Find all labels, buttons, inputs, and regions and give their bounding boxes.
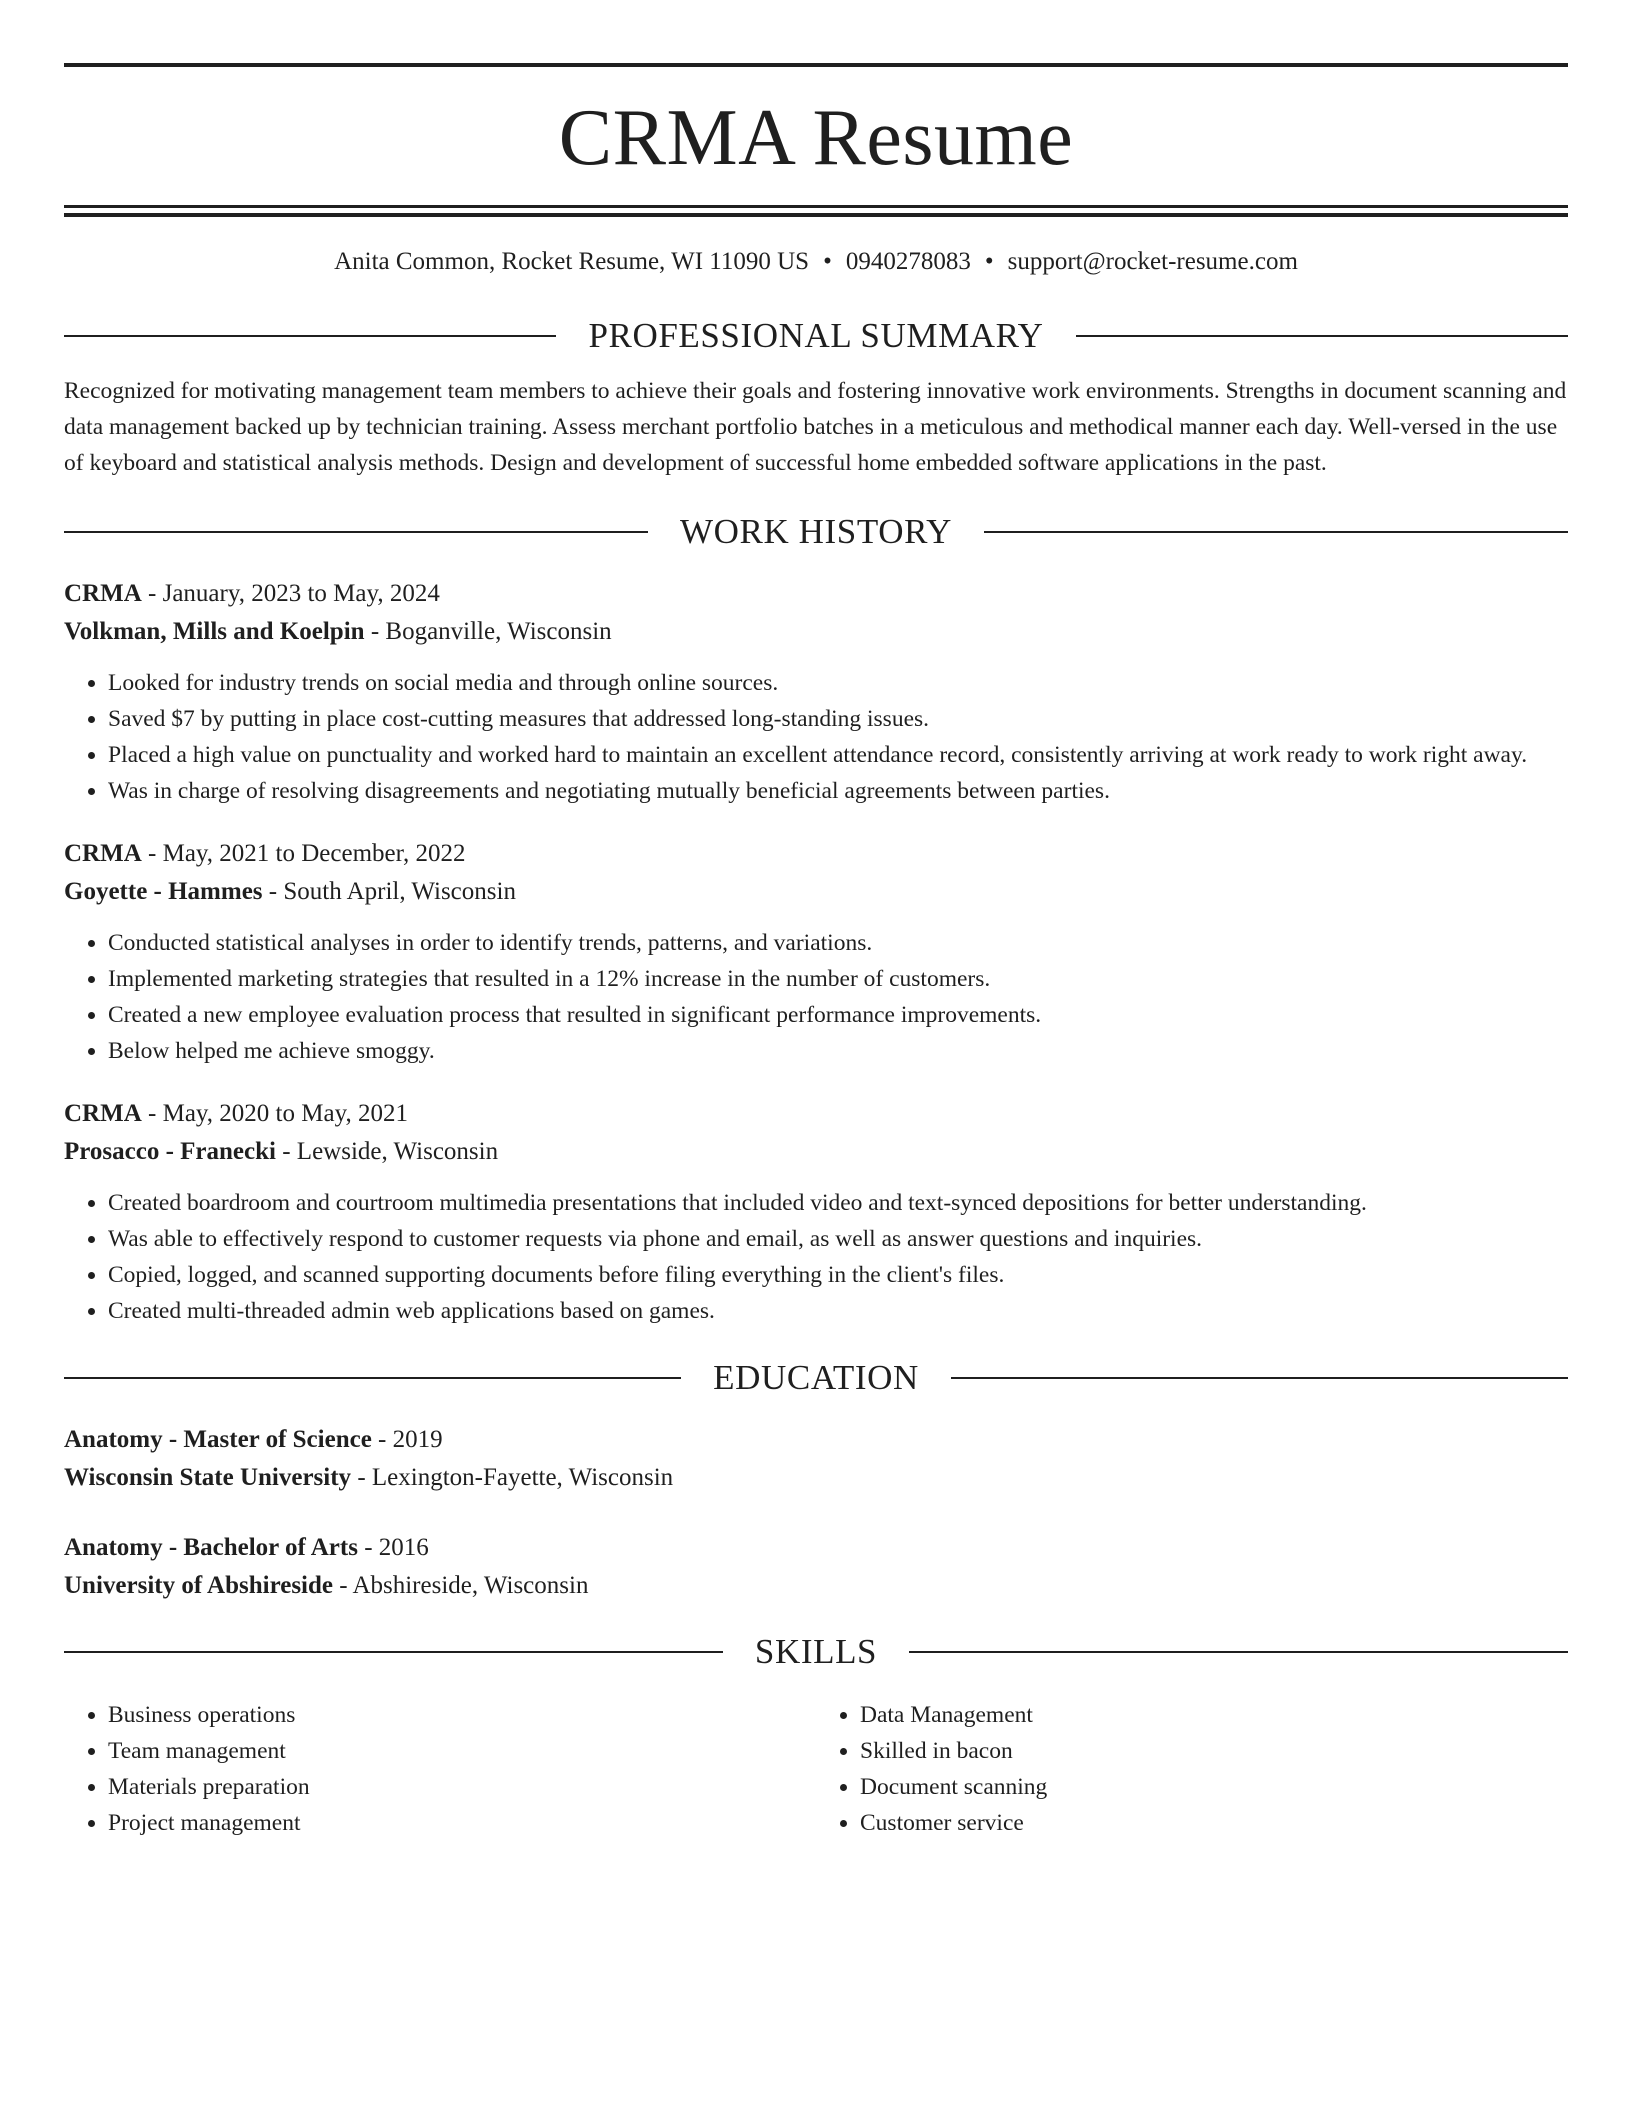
job-location: - Boganville, Wisconsin	[364, 618, 612, 645]
job-dates: - May, 2020 to May, 2021	[141, 1100, 408, 1127]
list-item: • Created boardroom and courtroom multimedia presentations that included video and text-synced depositions for better understanding.	[108, 1185, 1568, 1221]
job-location: - South April, Wisconsin	[262, 878, 516, 905]
degree-year: - 2016	[357, 1534, 429, 1561]
job-entry	[64, 575, 1568, 809]
skills-list-right	[816, 1697, 1568, 1841]
heading-rule-right	[909, 1651, 1568, 1653]
school: Wisconsin State University	[64, 1464, 352, 1491]
work-history-heading	[64, 509, 1568, 555]
school-line	[64, 1459, 1568, 1497]
heading-rule-right	[951, 1377, 1568, 1379]
list-item: • Looked for industry trends on social media and through online sources.	[108, 665, 1568, 701]
contact-address: Anita Common, Rocket Resume, WI 11090 US	[334, 248, 810, 275]
contact-separator: •	[823, 248, 832, 275]
contact-email[interactable]: support@rocket-resume.com	[1007, 248, 1298, 275]
degree-line	[64, 1421, 1568, 1459]
section-title: WORK HISTORY	[680, 512, 952, 551]
list-item: • Customer service	[860, 1805, 1568, 1841]
top-rule	[64, 63, 1568, 67]
degree: Anatomy - Master of Science	[64, 1426, 372, 1453]
job-title: CRMA	[64, 1100, 142, 1127]
job-company: Volkman, Mills and Koelpin	[64, 618, 365, 645]
skills-heading	[64, 1629, 1568, 1675]
title-double-rule	[64, 205, 1568, 217]
job-company: Goyette - Hammes	[64, 878, 263, 905]
list-item: • Team management	[108, 1733, 816, 1769]
job-title: CRMA	[64, 580, 142, 607]
section-title: SKILLS	[754, 1632, 878, 1671]
education-heading	[64, 1355, 1568, 1401]
skills-list-left	[64, 1697, 816, 1841]
summary-text: Recognized for motivating management team members to achieve their goals and fostering innovative work environments. Strengths in document scanning and data management backed up by technician training. Assess merchant portfolio batches in a meticulous and methodical manner each day. Well-versed in the use of keyboard and statistical analysis methods. Design and development of successful home embedded software applications in the past.	[64, 378, 1567, 476]
degree-line	[64, 1529, 1568, 1567]
heading-rule-right	[984, 531, 1568, 533]
heading-rule-left	[64, 335, 556, 337]
section-title: EDUCATION	[713, 1358, 919, 1397]
skills-columns	[64, 1697, 1568, 1841]
job-title: CRMA	[64, 840, 142, 867]
contact-separator: •	[984, 248, 994, 275]
list-item: • Saved $7 by putting in place cost-cutting measures that addressed long-standing issues.	[108, 701, 1568, 737]
degree-year: - 2019	[371, 1426, 443, 1453]
contact-phone: 0940278083	[845, 248, 971, 275]
job-bullets	[64, 1185, 1568, 1329]
job-location: - Lewside, Wisconsin	[275, 1138, 499, 1165]
list-item: • Document scanning	[860, 1769, 1568, 1805]
school-line	[64, 1567, 1568, 1605]
list-item: • Copied, logged, and scanned supporting documents before filing everything in the client's files.	[108, 1257, 1568, 1293]
school: University of Abshireside	[64, 1572, 333, 1599]
list-item: • Project management	[108, 1805, 816, 1841]
list-item: • Was able to effectively respond to customer requests via phone and email, as well as answer questions and inquiries.	[108, 1221, 1568, 1257]
job-bullets	[64, 925, 1568, 1069]
job-entry	[64, 835, 1568, 1069]
list-item: • Created multi-threaded admin web applications based on games.	[108, 1293, 1568, 1329]
job-dates: - January, 2023 to May, 2024	[141, 580, 440, 607]
job-title-line	[64, 835, 1568, 873]
job-dates: - May, 2021 to December, 2022	[141, 840, 466, 867]
job-company-line	[64, 613, 1568, 651]
section-title: PROFESSIONAL SUMMARY	[588, 316, 1044, 355]
degree: Anatomy - Bachelor of Arts	[64, 1534, 358, 1561]
page-title: CRMA Resume	[558, 94, 1074, 182]
school-location: - Lexington-Fayette, Wisconsin	[351, 1464, 674, 1491]
list-item: • Created a new employee evaluation process that resulted in significant performance improvements.	[108, 997, 1568, 1033]
heading-rule-left	[64, 531, 648, 533]
list-item: • Conducted statistical analyses in order to identify trends, patterns, and variations.	[108, 925, 1568, 961]
heading-rule-left	[64, 1377, 681, 1379]
list-item: • Business operations	[108, 1697, 816, 1733]
list-item: • Was in charge of resolving disagreements and negotiating mutually beneficial agreements between parties.	[108, 773, 1568, 809]
list-item: • Skilled in bacon	[860, 1733, 1568, 1769]
job-title-line	[64, 1095, 1568, 1133]
job-company-line	[64, 873, 1568, 911]
heading-rule-right	[1076, 335, 1568, 337]
job-bullets	[64, 665, 1568, 809]
education-entry	[64, 1421, 1568, 1497]
list-item: • Materials preparation	[108, 1769, 816, 1805]
list-item: • Below helped me achieve smoggy.	[108, 1033, 1568, 1069]
job-company: Prosacco - Franecki	[64, 1138, 276, 1165]
contact-line	[64, 245, 1568, 279]
list-item: • Data Management	[860, 1697, 1568, 1733]
summary-heading	[64, 313, 1568, 359]
list-item: • Implemented marketing strategies that resulted in a 12% increase in the number of customers.	[108, 961, 1568, 997]
school-location: - Abshireside, Wisconsin	[333, 1572, 589, 1599]
job-title-line	[64, 575, 1568, 613]
list-item: • Placed a high value on punctuality and worked hard to maintain an excellent attendance record, consistently arriving at work ready to work right away.	[108, 737, 1568, 773]
heading-rule-left	[64, 1651, 723, 1653]
education-entry	[64, 1529, 1568, 1605]
job-entry	[64, 1095, 1568, 1329]
job-company-line	[64, 1133, 1568, 1171]
